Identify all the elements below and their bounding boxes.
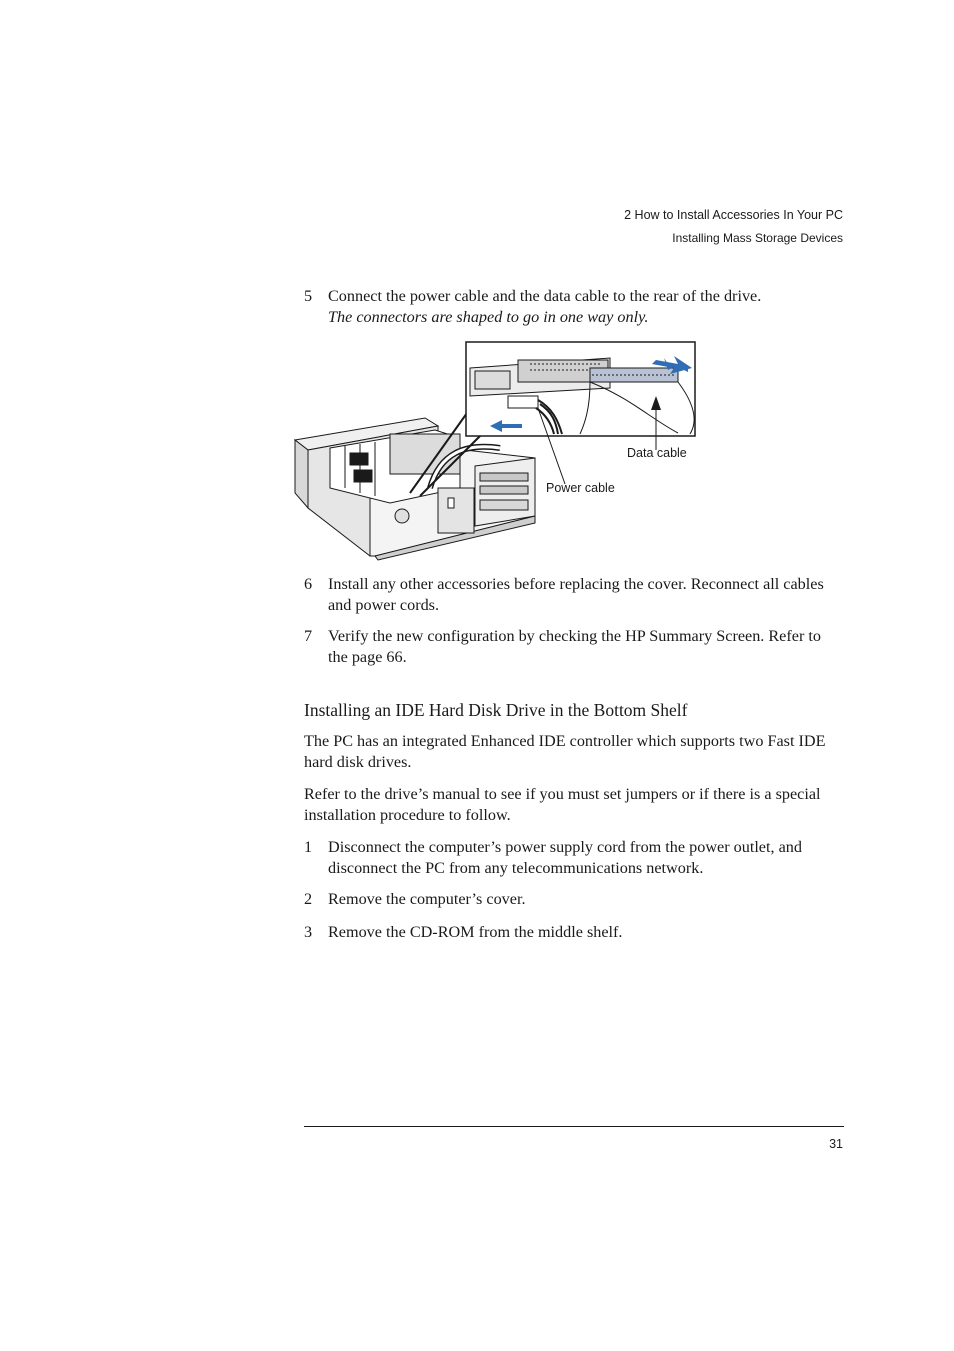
footer-rule xyxy=(304,1126,844,1127)
step-number: 1 xyxy=(304,838,313,856)
step-text: Disconnect the computer’s power supply cord from the power outlet, and disconnect the PC from any telecommunications network. xyxy=(328,838,802,877)
step-text-italic: The connectors are shaped to go in one way only. xyxy=(328,308,649,326)
step-number: 2 xyxy=(304,890,313,908)
step-6 xyxy=(304,574,844,616)
page-number: 31 xyxy=(829,1137,843,1151)
step-7 xyxy=(304,626,844,668)
section-heading: Installing an IDE Hard Disk Drive in the Bottom Shelf xyxy=(304,700,688,720)
step-text: Remove the CD-ROM from the middle shelf. xyxy=(328,923,623,941)
step-text: Verify the new configuration by checking the HP Summary Screen. Refer to the page 66. xyxy=(328,627,821,666)
running-header-chapter: 2 How to Install Accessories In Your PC xyxy=(624,208,843,222)
step-number: 7 xyxy=(304,627,313,645)
body-paragraph-2: Refer to the drive’s manual to see if you must set jumpers or if there is a special installation procedure to follow. xyxy=(304,785,821,824)
step-3 xyxy=(304,922,844,943)
step-text-main: Connect the power cable and the data cable to the rear of the drive. xyxy=(328,287,762,305)
step-number: 6 xyxy=(304,575,313,593)
body-paragraph-1: The PC has an integrated Enhanced IDE controller which supports two Fast IDE hard disk drives. xyxy=(304,732,826,771)
step-text xyxy=(328,286,844,328)
step-number: 5 xyxy=(304,287,313,305)
step-1 xyxy=(304,837,844,879)
data-cable-label: Data cable xyxy=(627,446,687,460)
step-text: Remove the computer’s cover. xyxy=(328,890,526,908)
step-number: 3 xyxy=(304,923,313,941)
power-cable-label: Power cable xyxy=(546,481,615,495)
step-text: Install any other accessories before replacing the cover. Reconnect all cables and power cords. xyxy=(328,575,824,614)
cable-connection-illustration xyxy=(290,338,710,563)
running-header-section: Installing Mass Storage Devices xyxy=(672,231,843,245)
step-5 xyxy=(304,286,844,328)
step-2 xyxy=(304,889,844,910)
